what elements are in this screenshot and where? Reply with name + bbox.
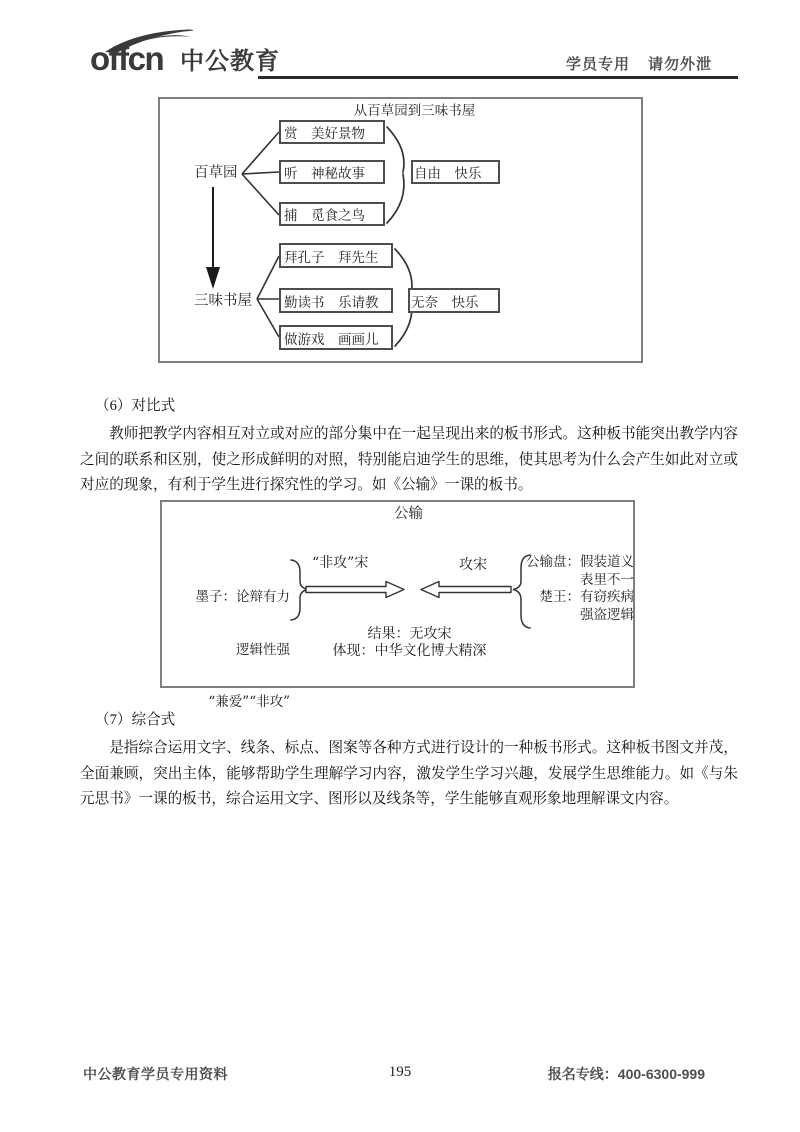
header-rule	[258, 76, 738, 79]
section-comprehensive	[80, 710, 738, 813]
section6-paragraph: 教师把教学内容相互对立或对应的部分集中在一起呈现出来的板书形式。这种板书能突出教学内容之间的联系和区别，使之形成鲜明的对照，特别能启迪学生的思维，使其思考为什么会产生如此对立或对应的现象，有利于学生进行探究性的学习。如《公输》一课的板书。	[80, 426, 738, 494]
right-row4-value: 强盗逻辑	[580, 606, 634, 623]
section-contrast	[80, 396, 738, 499]
note-students-only: 学员专用	[565, 56, 630, 73]
section7-paragraph: 是指综合运用文字、线条、标点、图案等各种方式进行设计的一种板书形式。这种板书图文并茂，全面兼顾，突出主体，能够帮助学生理解学习内容，激发学生学习兴趣，发展学生思维能力。如《与朱元思书》一课的板书，综合运用文字、图形以及线条等，学生能够直观形象地理解课文内容。	[80, 740, 738, 808]
note-no-leak: 请勿外泄	[647, 56, 712, 73]
right-row3-label: 楚王：	[539, 589, 580, 605]
diagram2-embodiment: 体现：中华文化博大精深	[332, 643, 487, 659]
right-row4-label	[523, 607, 580, 625]
section6-heading: （6）对比式	[95, 398, 176, 414]
diagram2-label-feigong-song: “非攻”宋	[312, 555, 369, 571]
mozi-line-1: 墨子：论辩有力	[195, 589, 290, 605]
diagram1-connector-lines	[160, 99, 641, 361]
diagram-baicaoyuan-frame	[158, 97, 643, 363]
diagram1-box-helpless-happy: 无奈 快乐	[408, 288, 500, 313]
offcn-logo-cn: 中公教育	[180, 48, 280, 75]
diagram1-box-study: 勤读书 乐请教	[279, 288, 393, 313]
diagram1-node-sanwei: 三味书屋	[194, 293, 252, 309]
diagram1-box-listen: 听 神秘故事	[279, 160, 385, 184]
diagram2-result: 结果：无攻宋	[367, 626, 452, 642]
diagram1-box-free-happy: 自由 快乐	[411, 160, 500, 184]
header-note	[548, 53, 712, 74]
diagram2-label-gong-song: 攻宋	[459, 557, 487, 573]
diagram1-box-catch: 捕 觅食之鸟	[279, 202, 385, 226]
section7-heading: （7）综合式	[95, 712, 176, 728]
diagram1-title: 从百草园到三味书屋	[353, 103, 476, 119]
page-number: 195	[388, 1064, 412, 1080]
diagram1-node-baicaoyuan: 百草园	[194, 165, 238, 181]
right-row1-value: 假装道义	[580, 554, 634, 570]
footer-material-label: 中公教育学员专用资料	[83, 1066, 228, 1082]
right-row2-label	[523, 572, 580, 590]
right-row2-value: 表里不一	[580, 571, 634, 588]
footer-hotline: 报名专线：400-6300-999	[547, 1066, 705, 1082]
offcn-logo-text: offcn	[90, 40, 164, 77]
diagram1-box-worship: 拜孔子 拜先生	[279, 243, 393, 268]
right-row3-value: 有窃疾病	[580, 589, 634, 605]
diagram2-right-block	[523, 554, 634, 624]
diagram2-title: 公输	[394, 506, 423, 522]
mozi-line-2: 逻辑性强	[236, 641, 290, 658]
right-row1-label: 公输盘：	[526, 554, 580, 570]
diagram-gongshu-frame	[160, 500, 635, 710]
diagram1-box-appreciate: 赏 美好景物	[279, 120, 385, 144]
mozi-line-3: “兼爱”“非攻”	[208, 694, 290, 710]
diagram1-box-play: 做游戏 画画儿	[279, 325, 393, 350]
